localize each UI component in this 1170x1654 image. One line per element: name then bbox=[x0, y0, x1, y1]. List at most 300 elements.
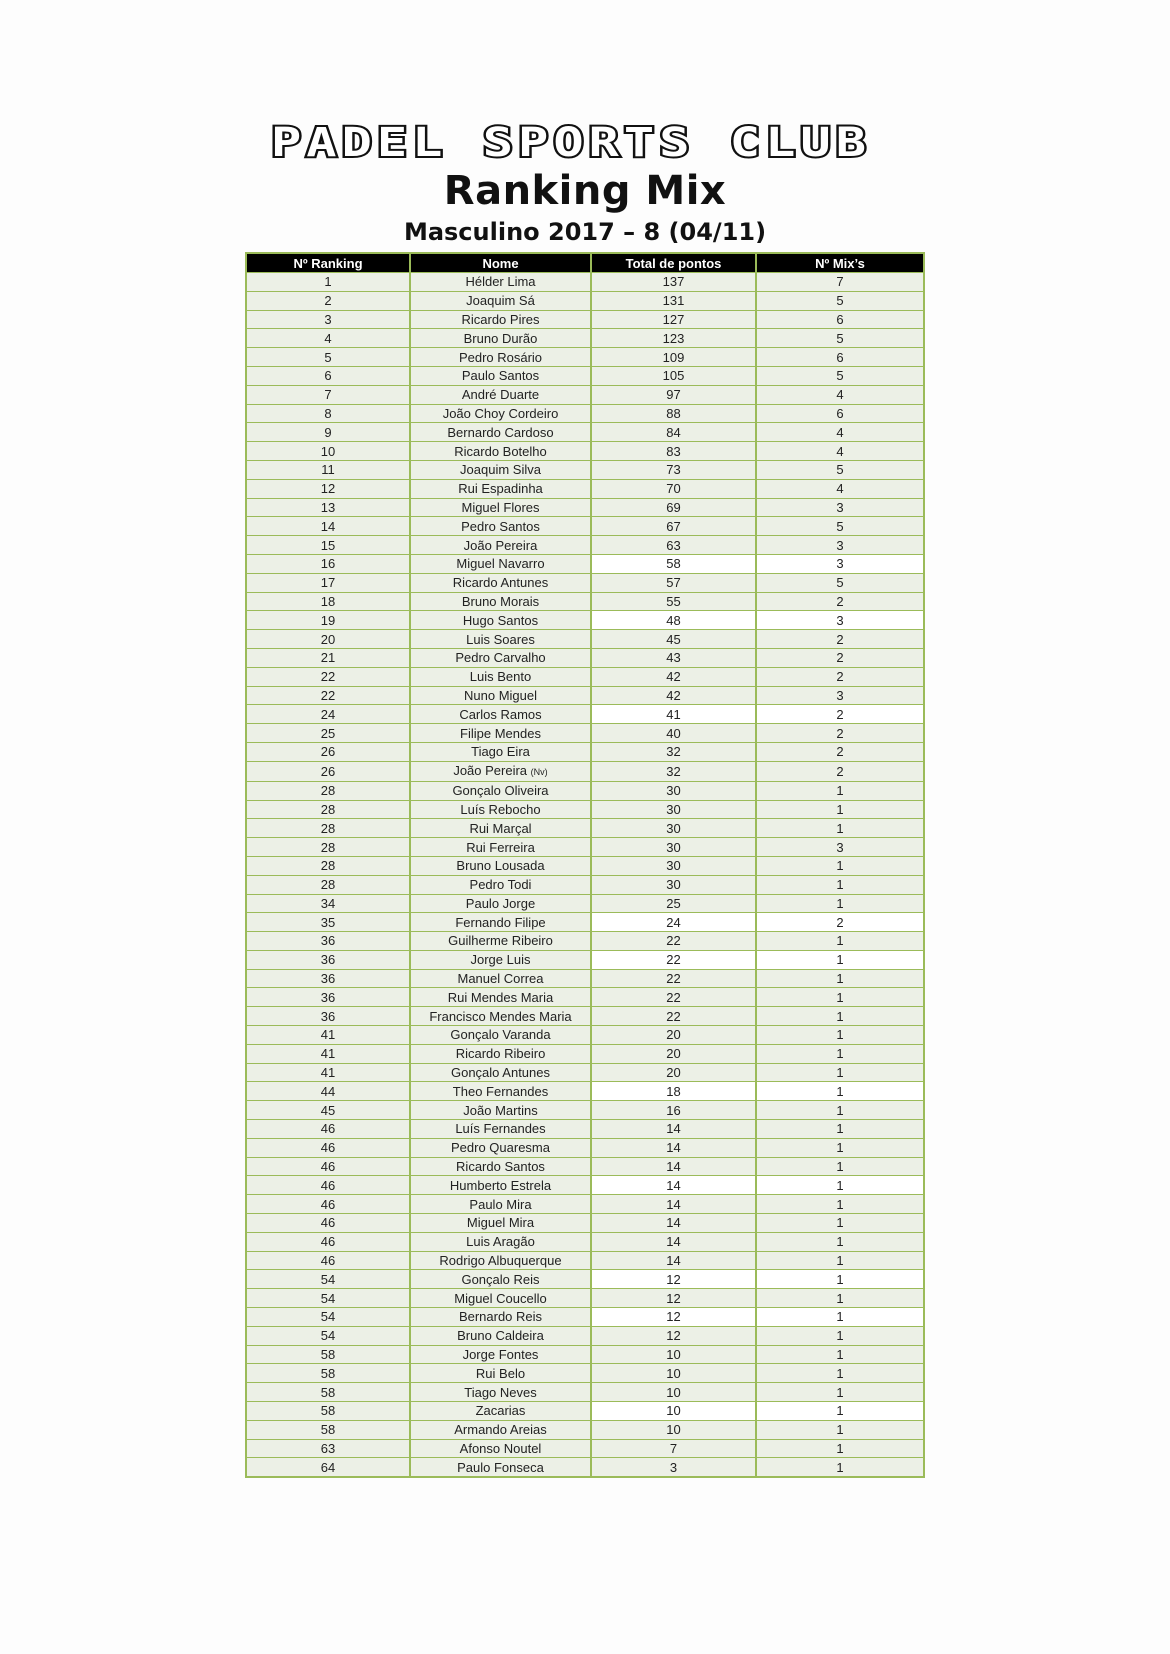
mix-cell-text: 3 bbox=[836, 499, 844, 515]
mix-cell bbox=[756, 894, 924, 913]
rank-cell bbox=[246, 498, 410, 517]
points-cell bbox=[591, 648, 756, 667]
rank-cell bbox=[246, 1458, 410, 1477]
points-cell bbox=[591, 611, 756, 630]
name-cell-text: Rui Espadinha bbox=[458, 481, 543, 497]
mix-cell bbox=[756, 686, 924, 705]
points-cell-text: 69 bbox=[666, 499, 681, 515]
points-cell bbox=[591, 630, 756, 649]
mix-cell bbox=[756, 1458, 924, 1477]
mix-cell-text: 1 bbox=[836, 1253, 844, 1269]
name-cell-text: Tiago Eira bbox=[471, 744, 530, 760]
mix-cell bbox=[756, 1251, 924, 1270]
name-cell bbox=[410, 329, 591, 348]
mix-cell bbox=[756, 423, 924, 442]
column-header-name: Nome bbox=[410, 253, 591, 273]
mix-cell-text: 1 bbox=[836, 877, 844, 893]
points-cell bbox=[591, 1044, 756, 1063]
rank-cell bbox=[246, 686, 410, 705]
name-cell bbox=[410, 442, 591, 461]
rank-cell-text: 2 bbox=[324, 293, 332, 309]
table-row bbox=[246, 1345, 924, 1364]
name-cell-text: Theo Fernandes bbox=[452, 1083, 549, 1099]
table-row bbox=[246, 460, 924, 479]
points-cell bbox=[591, 273, 756, 292]
mix-cell-text: 5 bbox=[836, 330, 844, 346]
name-cell-text: Joaquim Sá bbox=[466, 293, 535, 309]
mix-cell bbox=[756, 1214, 924, 1233]
points-cell bbox=[591, 310, 756, 329]
rank-cell-text: 46 bbox=[320, 1159, 336, 1175]
rank-cell-text: 14 bbox=[320, 518, 336, 534]
mix-cell-text: 1 bbox=[836, 858, 844, 874]
mix-cell bbox=[756, 800, 924, 819]
points-cell-text: 70 bbox=[666, 481, 681, 497]
rank-cell bbox=[246, 291, 410, 310]
table-row bbox=[246, 932, 924, 951]
points-cell bbox=[591, 1251, 756, 1270]
mix-cell-text: 1 bbox=[836, 1196, 844, 1212]
mix-cell bbox=[756, 913, 924, 932]
rank-cell-text: 11 bbox=[321, 462, 335, 478]
mix-cell-text: 3 bbox=[836, 556, 844, 572]
table-row bbox=[246, 1383, 924, 1402]
rank-cell bbox=[246, 423, 410, 442]
rank-cell-text: 54 bbox=[320, 1290, 336, 1306]
mix-cell bbox=[756, 1364, 924, 1383]
points-cell bbox=[591, 838, 756, 857]
points-cell-text: 3 bbox=[669, 1459, 678, 1475]
rank-cell-text: 36 bbox=[320, 952, 336, 968]
name-cell bbox=[410, 573, 591, 592]
rank-cell-text: 54 bbox=[320, 1309, 336, 1325]
name-cell-text: Carlos Ramos bbox=[459, 706, 542, 722]
rank-cell-text: 58 bbox=[320, 1365, 336, 1381]
mix-cell-text: 1 bbox=[836, 1271, 844, 1287]
points-cell-text: 109 bbox=[662, 349, 685, 365]
table-row bbox=[246, 498, 924, 517]
points-cell bbox=[591, 1420, 756, 1439]
mix-cell-text: 5 bbox=[836, 575, 844, 591]
points-cell bbox=[591, 1270, 756, 1289]
points-cell bbox=[591, 800, 756, 819]
points-cell bbox=[591, 479, 756, 498]
name-cell-text: Gonçalo Varanda bbox=[450, 1027, 551, 1043]
table-row bbox=[246, 1195, 924, 1214]
mix-cell-text: 4 bbox=[836, 443, 844, 459]
mix-cell bbox=[756, 761, 924, 781]
points-cell bbox=[591, 536, 756, 555]
points-cell bbox=[591, 1458, 756, 1477]
points-cell-text: 10 bbox=[666, 1422, 681, 1438]
name-cell-text: Hélder Lima bbox=[465, 274, 536, 290]
rank-cell-text: 13 bbox=[320, 499, 336, 515]
name-cell-text: Ricardo Botelho bbox=[454, 443, 547, 459]
mix-cell-text: 7 bbox=[836, 274, 844, 290]
table-row bbox=[246, 705, 924, 724]
table-row bbox=[246, 366, 924, 385]
mix-cell-text: 1 bbox=[836, 1083, 844, 1099]
mix-cell-text: 1 bbox=[836, 989, 844, 1005]
name-cell bbox=[410, 1101, 591, 1120]
table-row bbox=[246, 875, 924, 894]
name-cell-text: João Pereira bbox=[453, 762, 528, 778]
mix-cell bbox=[756, 1176, 924, 1195]
name-cell-text: Miguel Coucello bbox=[454, 1290, 547, 1306]
rank-cell-text: 36 bbox=[320, 989, 336, 1005]
rank-cell bbox=[246, 894, 410, 913]
rank-cell-text: 28 bbox=[320, 801, 336, 817]
points-cell bbox=[591, 1345, 756, 1364]
points-cell bbox=[591, 1195, 756, 1214]
name-cell bbox=[410, 1251, 591, 1270]
points-cell-text: 16 bbox=[666, 1102, 681, 1118]
points-cell bbox=[591, 1232, 756, 1251]
name-cell-text: Paulo Santos bbox=[461, 368, 540, 384]
mix-cell-text: 1 bbox=[836, 1159, 844, 1175]
mix-cell bbox=[756, 1195, 924, 1214]
points-cell bbox=[591, 913, 756, 932]
rank-cell-text: 54 bbox=[320, 1271, 336, 1287]
rank-cell-text: 46 bbox=[320, 1253, 336, 1269]
mix-cell-text: 1 bbox=[836, 1027, 844, 1043]
name-cell bbox=[410, 479, 591, 498]
name-cell-text: Rui Marçal bbox=[469, 820, 532, 836]
points-cell bbox=[591, 366, 756, 385]
name-cell bbox=[410, 1120, 591, 1139]
club-logo bbox=[265, 118, 877, 168]
rank-cell bbox=[246, 366, 410, 385]
points-cell-text: 73 bbox=[666, 462, 681, 478]
mix-cell-text: 1 bbox=[836, 1347, 844, 1363]
table-row bbox=[246, 630, 924, 649]
name-cell bbox=[410, 838, 591, 857]
rank-cell-text: 45 bbox=[320, 1102, 336, 1118]
rank-cell-text: 35 bbox=[320, 914, 336, 930]
points-cell-text: 48 bbox=[666, 612, 681, 628]
mix-cell bbox=[756, 1007, 924, 1026]
rank-cell-text: 41 bbox=[320, 1065, 336, 1081]
mix-cell-text: 2 bbox=[836, 706, 844, 722]
rank-cell bbox=[246, 781, 410, 800]
table-row bbox=[246, 1289, 924, 1308]
mix-cell bbox=[756, 1345, 924, 1364]
mix-cell bbox=[756, 404, 924, 423]
name-cell bbox=[410, 366, 591, 385]
mix-cell-text: 2 bbox=[836, 725, 844, 741]
points-cell bbox=[591, 423, 756, 442]
points-cell bbox=[591, 1326, 756, 1345]
name-cell bbox=[410, 611, 591, 630]
rank-cell bbox=[246, 1345, 410, 1364]
name-cell bbox=[410, 1326, 591, 1345]
mix-cell-text: 1 bbox=[836, 1215, 844, 1231]
rank-cell bbox=[246, 385, 410, 404]
rank-cell-text: 36 bbox=[320, 1008, 336, 1024]
rank-cell-text: 16 bbox=[320, 556, 336, 572]
mix-cell-text: 4 bbox=[836, 424, 844, 440]
name-cell-text: Luís Fernandes bbox=[455, 1121, 546, 1137]
rank-cell-text: 26 bbox=[320, 763, 336, 779]
points-cell-text: 57 bbox=[666, 575, 681, 591]
name-cell-text: Paulo Fonseca bbox=[457, 1459, 544, 1475]
mix-cell-text: 1 bbox=[836, 820, 844, 836]
rank-cell-text: 46 bbox=[320, 1177, 336, 1193]
mix-cell bbox=[756, 1120, 924, 1139]
points-cell-text: 45 bbox=[666, 631, 681, 647]
mix-cell bbox=[756, 1063, 924, 1082]
table-row bbox=[246, 1138, 924, 1157]
name-cell-text: Miguel Flores bbox=[461, 499, 540, 515]
rank-cell-text: 28 bbox=[320, 820, 336, 836]
rank-cell-text: 9 bbox=[324, 424, 332, 440]
mix-cell bbox=[756, 1232, 924, 1251]
name-cell bbox=[410, 1364, 591, 1383]
rank-cell bbox=[246, 913, 410, 932]
mix-cell-text: 6 bbox=[836, 405, 844, 421]
points-cell bbox=[591, 950, 756, 969]
name-cell-text: Paulo Mira bbox=[469, 1196, 532, 1212]
mix-cell-text: 2 bbox=[836, 744, 844, 760]
points-cell-text: 12 bbox=[666, 1290, 681, 1306]
points-cell bbox=[591, 1157, 756, 1176]
name-cell bbox=[410, 1138, 591, 1157]
name-cell bbox=[410, 348, 591, 367]
mix-cell bbox=[756, 1157, 924, 1176]
points-cell bbox=[591, 348, 756, 367]
name-cell bbox=[410, 1420, 591, 1439]
rank-cell bbox=[246, 1044, 410, 1063]
name-cell-text: Ricardo Antunes bbox=[452, 575, 549, 591]
name-cell bbox=[410, 423, 591, 442]
rank-cell bbox=[246, 648, 410, 667]
rank-cell bbox=[246, 1289, 410, 1308]
points-cell bbox=[591, 1082, 756, 1101]
table-row bbox=[246, 273, 924, 292]
name-cell bbox=[410, 1402, 591, 1421]
points-cell-text: 83 bbox=[666, 443, 681, 459]
rank-cell-text: 26 bbox=[320, 744, 336, 760]
rank-cell-text: 54 bbox=[320, 1328, 336, 1344]
points-cell-text: 30 bbox=[666, 820, 681, 836]
points-cell-text: 10 bbox=[666, 1403, 681, 1419]
mix-cell bbox=[756, 573, 924, 592]
mix-cell-text: 1 bbox=[836, 1328, 844, 1344]
name-cell bbox=[410, 894, 591, 913]
table-row bbox=[246, 667, 924, 686]
name-cell-text: Fernando Filipe bbox=[455, 914, 546, 930]
table-row bbox=[246, 1026, 924, 1045]
name-cell-text: Francisco Mendes Maria bbox=[429, 1008, 572, 1024]
name-cell-text: Rui Belo bbox=[475, 1365, 526, 1381]
rank-cell-text: 28 bbox=[320, 839, 336, 855]
points-cell bbox=[591, 894, 756, 913]
points-cell-text: 14 bbox=[666, 1177, 681, 1193]
rank-cell-text: 7 bbox=[324, 387, 332, 403]
points-cell-text: 131 bbox=[662, 293, 685, 309]
mix-cell-text: 2 bbox=[836, 593, 844, 609]
table-row bbox=[246, 894, 924, 913]
points-cell-text: 10 bbox=[666, 1347, 681, 1363]
mix-cell-text: 1 bbox=[836, 801, 844, 817]
table-row bbox=[246, 517, 924, 536]
rank-cell bbox=[246, 592, 410, 611]
points-cell bbox=[591, 856, 756, 875]
mix-cell-text: 2 bbox=[836, 669, 844, 685]
name-cell bbox=[410, 1157, 591, 1176]
rank-cell-text: 46 bbox=[320, 1215, 336, 1231]
table-row bbox=[246, 1232, 924, 1251]
rank-cell bbox=[246, 800, 410, 819]
rank-cell bbox=[246, 761, 410, 781]
rank-cell-text: 24 bbox=[320, 706, 336, 722]
rank-cell-text: 12 bbox=[320, 481, 336, 497]
rank-cell-text: 3 bbox=[324, 311, 332, 327]
mix-cell-text: 1 bbox=[836, 1121, 844, 1137]
rank-cell-text: 36 bbox=[320, 933, 336, 949]
name-cell-text: Bruno Morais bbox=[461, 593, 540, 609]
name-cell-text: Afonso Noutel bbox=[459, 1441, 542, 1456]
column-header-mix: Nº Mix’s bbox=[756, 253, 924, 273]
mix-cell bbox=[756, 781, 924, 800]
rank-cell bbox=[246, 1402, 410, 1421]
table-row bbox=[246, 442, 924, 461]
name-cell-text: Luís Rebocho bbox=[460, 801, 541, 817]
name-cell bbox=[410, 969, 591, 988]
name-cell bbox=[410, 686, 591, 705]
rank-cell bbox=[246, 1063, 410, 1082]
points-cell bbox=[591, 875, 756, 894]
points-cell-text: 14 bbox=[666, 1234, 681, 1250]
rank-cell-text: 46 bbox=[320, 1196, 336, 1212]
name-cell bbox=[410, 1214, 591, 1233]
column-header-points: Total de pontos bbox=[591, 253, 756, 273]
rank-cell-text: 41 bbox=[320, 1046, 336, 1062]
points-cell-text: 12 bbox=[666, 1271, 681, 1287]
rank-cell bbox=[246, 932, 410, 951]
mix-cell bbox=[756, 1420, 924, 1439]
rank-cell-text: 46 bbox=[320, 1121, 336, 1137]
points-cell-text: 105 bbox=[662, 368, 685, 384]
points-cell bbox=[591, 667, 756, 686]
mix-cell bbox=[756, 1308, 924, 1327]
name-cell bbox=[410, 536, 591, 555]
points-cell bbox=[591, 517, 756, 536]
rank-cell bbox=[246, 1439, 410, 1458]
name-cell bbox=[410, 800, 591, 819]
table-row bbox=[246, 1120, 924, 1139]
name-cell bbox=[410, 648, 591, 667]
mix-cell bbox=[756, 1044, 924, 1063]
mix-cell-text: 1 bbox=[836, 1309, 844, 1325]
name-cell bbox=[410, 742, 591, 761]
points-cell-text: 63 bbox=[666, 537, 681, 553]
name-cell-text: Ricardo Pires bbox=[461, 311, 540, 327]
points-cell-text: 22 bbox=[666, 1008, 681, 1024]
mix-cell-text: 3 bbox=[836, 612, 844, 628]
points-cell-text: 30 bbox=[666, 839, 681, 855]
rank-cell bbox=[246, 1176, 410, 1195]
rank-cell bbox=[246, 988, 410, 1007]
rank-cell bbox=[246, 348, 410, 367]
rank-cell bbox=[246, 838, 410, 857]
mix-cell-text: 6 bbox=[836, 311, 844, 327]
mix-cell-text: 1 bbox=[836, 1008, 844, 1024]
mix-cell-text: 1 bbox=[836, 1290, 844, 1306]
table-row bbox=[246, 1214, 924, 1233]
table-row bbox=[246, 800, 924, 819]
name-cell-text: Rui Ferreira bbox=[466, 839, 535, 855]
rank-cell bbox=[246, 310, 410, 329]
points-cell-text: 43 bbox=[666, 650, 681, 666]
name-cell-text: Bruno Durão bbox=[463, 330, 538, 346]
mix-cell-text: 1 bbox=[836, 1234, 844, 1250]
table-row bbox=[246, 1176, 924, 1195]
name-cell-text: Zacarias bbox=[475, 1403, 526, 1419]
mix-cell bbox=[756, 291, 924, 310]
name-cell bbox=[410, 781, 591, 800]
rank-cell-text: 19 bbox=[320, 612, 336, 628]
points-cell bbox=[591, 932, 756, 951]
rank-cell-text: 58 bbox=[320, 1422, 336, 1438]
mix-cell-text: 1 bbox=[836, 1102, 844, 1118]
rank-cell-text: 36 bbox=[320, 971, 336, 987]
name-cell-text: Pedro Quaresma bbox=[451, 1140, 550, 1156]
name-cell-text: Tiago Neves bbox=[464, 1384, 537, 1400]
mix-cell bbox=[756, 1439, 924, 1458]
rank-cell bbox=[246, 554, 410, 573]
name-cell bbox=[410, 1232, 591, 1251]
rank-cell-text: 17 bbox=[320, 575, 336, 591]
mix-cell bbox=[756, 348, 924, 367]
rank-cell-text: 58 bbox=[320, 1403, 336, 1419]
name-cell-text: Bruno Lousada bbox=[456, 858, 545, 874]
mix-cell bbox=[756, 385, 924, 404]
points-cell bbox=[591, 592, 756, 611]
mix-cell-text: 1 bbox=[836, 1046, 844, 1062]
points-cell-text: 22 bbox=[666, 952, 681, 968]
rank-cell bbox=[246, 404, 410, 423]
rank-cell-text: 44 bbox=[320, 1083, 336, 1099]
table-row bbox=[246, 310, 924, 329]
name-cell-text: Miguel Mira bbox=[466, 1215, 535, 1231]
mix-cell-text: 5 bbox=[836, 518, 844, 534]
name-cell bbox=[410, 1007, 591, 1026]
mix-cell bbox=[756, 950, 924, 969]
points-cell-text: 12 bbox=[666, 1309, 681, 1325]
rank-cell bbox=[246, 1138, 410, 1157]
points-cell bbox=[591, 329, 756, 348]
rank-cell-text: 18 bbox=[320, 593, 336, 609]
mix-cell bbox=[756, 554, 924, 573]
rank-cell bbox=[246, 1026, 410, 1045]
name-cell-text: Luis Soares bbox=[466, 631, 535, 647]
table-row bbox=[246, 819, 924, 838]
rank-cell bbox=[246, 273, 410, 292]
rank-cell bbox=[246, 1326, 410, 1345]
points-cell-text: 24 bbox=[666, 914, 681, 930]
mix-cell-text: 1 bbox=[836, 1459, 844, 1475]
name-cell-text: Humberto Estrela bbox=[449, 1177, 552, 1193]
table-row bbox=[246, 969, 924, 988]
table-row bbox=[246, 479, 924, 498]
points-cell bbox=[591, 1383, 756, 1402]
rank-cell-text: 6 bbox=[324, 368, 332, 384]
points-cell bbox=[591, 554, 756, 573]
points-cell-text: 58 bbox=[666, 556, 681, 572]
points-cell bbox=[591, 1063, 756, 1082]
points-cell-text: 55 bbox=[666, 593, 681, 609]
